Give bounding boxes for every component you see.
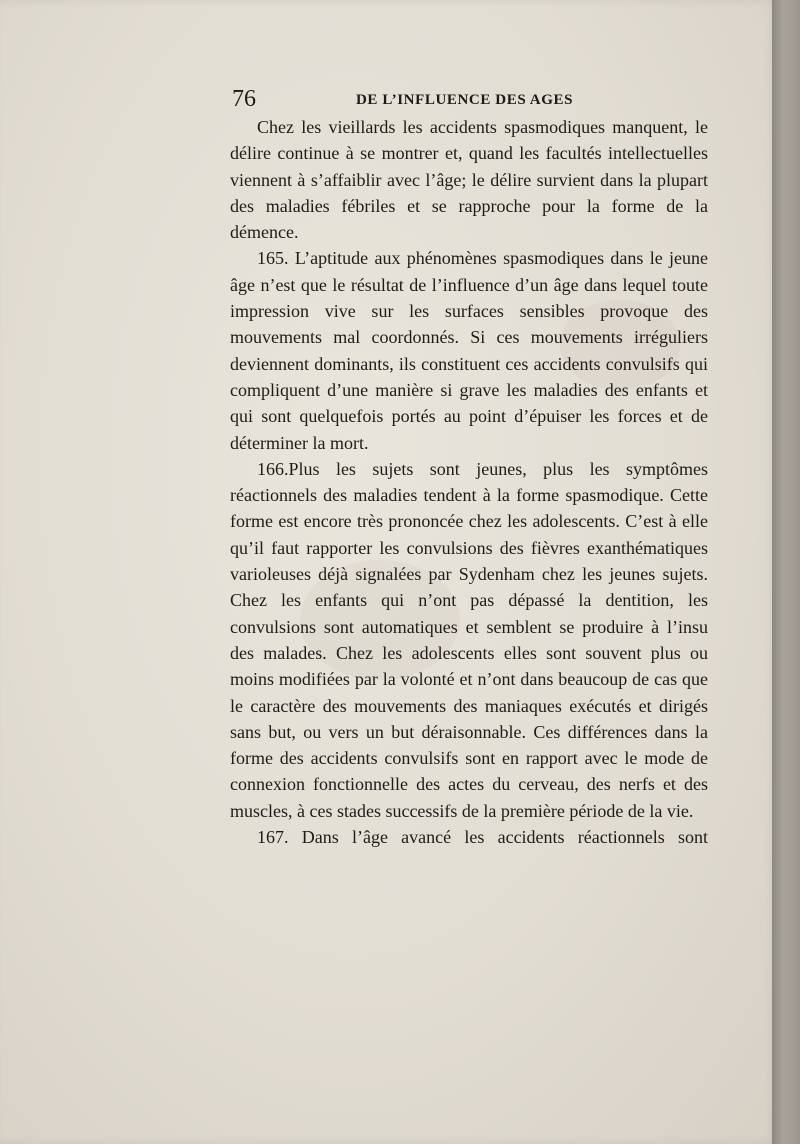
running-title: DE L’INFLUENCE DES AGES	[356, 92, 574, 108]
paragraph-text: Plus les sujets sont jeunes, plus les symptômes réactionnels des maladies tendent à la forme spasmodique. Cette forme est encore très prononcée chez les adolescents. C’est à elle qu’il faut rapporter les convulsions des fièvres exanthématiques varioleuses déjà signalées par Sydenham chez les jeunes sujets. Chez les enfants qui n’ont pas dépassé la dentition, les convulsions sont automatiques et semblent se produire à l’insu des malades. Chez les adolescents elles sont souvent plus ou moins modifiées par la volonté et n’ont dans beaucoup de cas que le caractère des mouvements des maniaques exécutés et dirigés sans but, ou vers un but déraisonnable. Ces différences dans la forme des accidents convulsifs sont en rapport avec le mode de connexion fonctionnelle des actes du cerveau, des nerfs et des muscles, à ces stades successifs de la première période de la vie.	[230, 458, 708, 821]
paragraph	[230, 245, 708, 455]
paragraph-text: L’aptitude aux phénomènes spasmodiques dans le jeune âge n’est que le résultat de l’influence d’un âge dans lequel toute impression vive sur les surfaces sensibles provoque des mouvements mal coordonnés. Si ces mouvements irréguliers deviennent dominants, ils constituent ces accidents convulsifs qui compliquent d’une manière si grave les maladies des enfants et qui sont quelquefois portés au point d’épuiser les forces et de déterminer la mort.	[230, 248, 708, 453]
paragraph-text: Dans l’âge avancé les accidents réactionnels sont	[301, 827, 708, 848]
book-gutter	[772, 0, 800, 1144]
paragraph	[230, 114, 708, 245]
paragraph-number: 165.	[257, 248, 289, 269]
paragraph-number: 167.	[257, 827, 289, 848]
paragraph-text: Chez les vieillards les accidents spasmodiques manquent, le délire continue à se montrer et, quand les facultés intellectuelles viennent à s’affaiblir avec l’âge; le délire survient dans la plupart des maladies fébriles et se rapproche pour la forme de la démence.	[230, 117, 708, 243]
paragraph-number: 166.	[257, 458, 289, 479]
body-text	[230, 114, 708, 850]
paragraph	[230, 824, 708, 850]
paragraph	[230, 456, 708, 824]
page-header	[232, 86, 708, 116]
page-number: 76	[232, 86, 256, 112]
